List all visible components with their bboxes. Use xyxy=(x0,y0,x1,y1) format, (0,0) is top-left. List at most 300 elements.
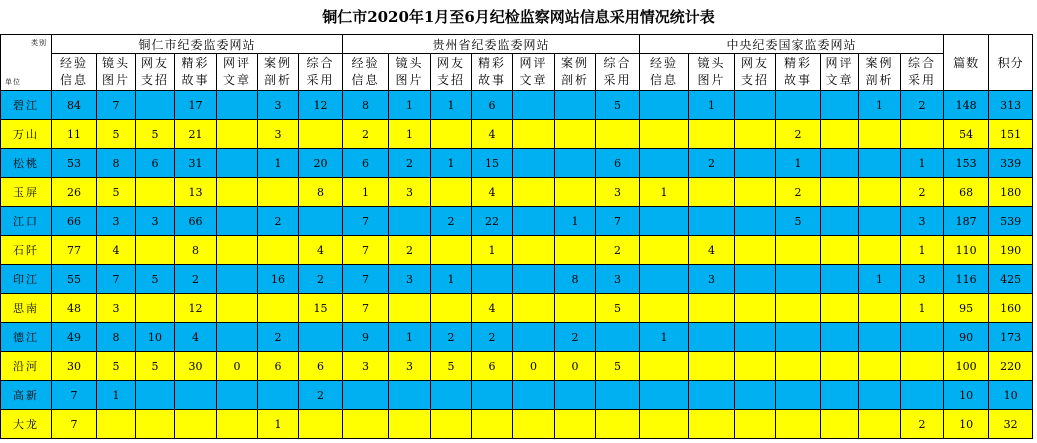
table-cell: 4 xyxy=(472,294,513,323)
table-cell xyxy=(596,381,640,410)
table-cell xyxy=(555,294,596,323)
subcol-header-line: 网评 xyxy=(825,56,854,70)
total-score-header: 积分 xyxy=(989,35,1033,91)
subcol-header xyxy=(97,54,136,91)
table-cell xyxy=(431,236,472,265)
table-cell: 2 xyxy=(343,120,389,149)
row-unit-name: 碧江 xyxy=(1,91,52,120)
table-cell: 48 xyxy=(52,294,97,323)
total-count-header: 篇数 xyxy=(944,35,989,91)
table-cell xyxy=(217,265,258,294)
table-cell: 3 xyxy=(258,91,299,120)
table-cell xyxy=(513,323,555,352)
table-cell xyxy=(859,236,901,265)
table-cell xyxy=(513,207,555,236)
table-cell: 2 xyxy=(776,178,821,207)
subcol-header-line: 网评 xyxy=(222,56,251,70)
table-cell xyxy=(555,410,596,439)
table-cell: 66 xyxy=(175,207,217,236)
table-cell xyxy=(859,410,901,439)
subcol-header-line: 采用 xyxy=(306,73,335,87)
table-cell xyxy=(555,381,596,410)
table-cell xyxy=(776,410,821,439)
table-cell xyxy=(299,207,343,236)
table-cell xyxy=(859,323,901,352)
row-total-score: 339 xyxy=(989,149,1033,178)
table-cell xyxy=(689,323,735,352)
table-cell xyxy=(901,120,944,149)
table-cell xyxy=(513,120,555,149)
table-cell xyxy=(821,91,859,120)
table-cell xyxy=(821,120,859,149)
row-unit-name: 大龙 xyxy=(1,410,52,439)
table-cell xyxy=(859,381,901,410)
table-cell: 2 xyxy=(389,149,431,178)
table-cell xyxy=(776,236,821,265)
table-cell xyxy=(735,236,776,265)
table-cell xyxy=(640,381,689,410)
table-cell xyxy=(97,410,136,439)
table-cell: 4 xyxy=(689,236,735,265)
page-title: 铜仁市2020年1月至6月纪检监察网站信息采用情况统计表 xyxy=(322,8,715,26)
row-unit-name: 印江 xyxy=(1,265,52,294)
table-cell: 8 xyxy=(299,178,343,207)
table-cell: 6 xyxy=(343,149,389,178)
table-cell xyxy=(217,149,258,178)
table-cell: 3 xyxy=(258,120,299,149)
table-cell: 5 xyxy=(136,352,175,381)
table-cell: 1 xyxy=(555,207,596,236)
table-cell xyxy=(821,207,859,236)
table-cell xyxy=(258,294,299,323)
subcol-header xyxy=(431,54,472,91)
subcol-header-line: 故事 xyxy=(477,73,506,87)
table-cell: 1 xyxy=(640,323,689,352)
row-total-count: 90 xyxy=(944,323,989,352)
table-cell xyxy=(513,236,555,265)
table-cell xyxy=(859,207,901,236)
table-cell: 17 xyxy=(175,91,217,120)
table-cell xyxy=(640,410,689,439)
table-cell: 26 xyxy=(52,178,97,207)
table-cell xyxy=(431,178,472,207)
table-cell xyxy=(343,410,389,439)
table-cell: 15 xyxy=(472,149,513,178)
table-cell: 1 xyxy=(389,323,431,352)
table-cell xyxy=(217,120,258,149)
subcol-header xyxy=(776,54,821,91)
table-cell xyxy=(735,178,776,207)
table-cell xyxy=(136,91,175,120)
table-cell xyxy=(472,265,513,294)
table-cell: 1 xyxy=(901,294,944,323)
table-cell: 4 xyxy=(472,178,513,207)
table-row xyxy=(1,410,1033,439)
table-cell: 4 xyxy=(97,236,136,265)
table-cell: 8 xyxy=(555,265,596,294)
table-cell: 2 xyxy=(299,265,343,294)
table-row xyxy=(1,352,1033,381)
subcol-header xyxy=(52,54,97,91)
table-cell: 2 xyxy=(299,381,343,410)
row-unit-name: 沿河 xyxy=(1,352,52,381)
table-cell xyxy=(776,381,821,410)
subcol-header-line: 网友 xyxy=(436,56,465,70)
table-cell: 2 xyxy=(258,323,299,352)
subcol-header-line: 信息 xyxy=(59,73,88,87)
table-cell xyxy=(555,236,596,265)
table-cell xyxy=(136,178,175,207)
table-cell xyxy=(343,381,389,410)
table-cell: 7 xyxy=(596,207,640,236)
row-total-score: 313 xyxy=(989,91,1033,120)
table-cell xyxy=(640,91,689,120)
table-cell xyxy=(689,352,735,381)
table-cell xyxy=(217,236,258,265)
row-total-score: 10 xyxy=(989,381,1033,410)
table-cell xyxy=(735,91,776,120)
table-cell: 7 xyxy=(52,410,97,439)
subcol-header-line: 案例 xyxy=(263,56,292,70)
table-cell xyxy=(136,236,175,265)
table-cell xyxy=(217,178,258,207)
table-cell xyxy=(555,149,596,178)
table-cell: 2 xyxy=(431,207,472,236)
table-cell xyxy=(175,381,217,410)
table-cell: 7 xyxy=(343,207,389,236)
table-cell xyxy=(136,410,175,439)
table-cell: 5 xyxy=(136,265,175,294)
table-cell xyxy=(555,91,596,120)
table-cell: 3 xyxy=(389,178,431,207)
table-cell: 10 xyxy=(136,323,175,352)
table-cell xyxy=(389,410,431,439)
row-total-count: 148 xyxy=(944,91,989,120)
subcol-header xyxy=(859,54,901,91)
row-total-score: 190 xyxy=(989,236,1033,265)
table-cell xyxy=(689,120,735,149)
table-cell: 1 xyxy=(431,91,472,120)
table-cell xyxy=(735,207,776,236)
table-cell xyxy=(776,91,821,120)
table-cell: 16 xyxy=(258,265,299,294)
subcol-header xyxy=(175,54,217,91)
table-cell: 0 xyxy=(555,352,596,381)
row-total-count: 10 xyxy=(944,381,989,410)
table-cell: 77 xyxy=(52,236,97,265)
table-cell: 9 xyxy=(343,323,389,352)
table-cell xyxy=(821,236,859,265)
subcol-header-line: 镜头 xyxy=(697,56,726,70)
corner-unit-label: 单位 xyxy=(5,78,21,86)
row-total-count: 153 xyxy=(944,149,989,178)
table-row xyxy=(1,323,1033,352)
table-cell: 6 xyxy=(472,352,513,381)
table-cell: 5 xyxy=(596,352,640,381)
table-cell: 15 xyxy=(299,294,343,323)
table-cell: 3 xyxy=(389,352,431,381)
table-row xyxy=(1,120,1033,149)
row-unit-name: 德江 xyxy=(1,323,52,352)
table-cell: 3 xyxy=(97,207,136,236)
row-unit-name: 石阡 xyxy=(1,236,52,265)
subcol-header-line: 文章 xyxy=(825,73,854,87)
table-cell: 2 xyxy=(689,149,735,178)
table-cell: 1 xyxy=(859,265,901,294)
row-total-score: 539 xyxy=(989,207,1033,236)
table-cell xyxy=(258,236,299,265)
table-cell xyxy=(640,265,689,294)
table-cell: 1 xyxy=(776,149,821,178)
row-total-count: 100 xyxy=(944,352,989,381)
table-cell xyxy=(901,323,944,352)
table-cell xyxy=(175,410,217,439)
table-cell: 2 xyxy=(431,323,472,352)
table-cell xyxy=(821,178,859,207)
row-unit-name: 万山 xyxy=(1,120,52,149)
table-cell xyxy=(640,352,689,381)
row-total-score: 425 xyxy=(989,265,1033,294)
table-cell xyxy=(258,178,299,207)
table-row xyxy=(1,236,1033,265)
subcol-header-line: 剖析 xyxy=(560,73,589,87)
table-cell xyxy=(217,91,258,120)
table-cell: 0 xyxy=(217,352,258,381)
subcol-header-line: 网评 xyxy=(519,56,548,70)
table-cell xyxy=(689,410,735,439)
table-cell xyxy=(431,410,472,439)
table-cell xyxy=(596,410,640,439)
subcol-header xyxy=(136,54,175,91)
table-cell xyxy=(513,265,555,294)
table-cell: 1 xyxy=(859,91,901,120)
group-header-central: 中央纪委国家监委网站 xyxy=(640,35,944,54)
subcol-header-line: 剖析 xyxy=(263,73,292,87)
subcol-header-line: 支招 xyxy=(436,73,465,87)
table-cell xyxy=(735,294,776,323)
row-total-score: 220 xyxy=(989,352,1033,381)
table-cell: 1 xyxy=(431,265,472,294)
table-row xyxy=(1,381,1033,410)
table-cell: 2 xyxy=(901,91,944,120)
table-cell xyxy=(901,352,944,381)
subcol-header-line: 文章 xyxy=(519,73,548,87)
table-cell xyxy=(555,178,596,207)
table-row xyxy=(1,265,1033,294)
table-cell xyxy=(735,410,776,439)
corner-header xyxy=(1,35,52,91)
table-cell xyxy=(859,352,901,381)
table-cell: 6 xyxy=(472,91,513,120)
table-cell: 5 xyxy=(596,91,640,120)
table-cell xyxy=(689,178,735,207)
table-cell: 3 xyxy=(343,352,389,381)
table-cell: 1 xyxy=(97,381,136,410)
table-cell: 3 xyxy=(901,265,944,294)
table-cell: 7 xyxy=(97,265,136,294)
table-row xyxy=(1,207,1033,236)
subcol-header xyxy=(596,54,640,91)
subcol-header-line: 信息 xyxy=(351,73,380,87)
table-cell xyxy=(596,120,640,149)
table-cell xyxy=(821,381,859,410)
table-cell xyxy=(431,381,472,410)
table-cell xyxy=(776,323,821,352)
table-cell: 4 xyxy=(299,236,343,265)
table-cell xyxy=(136,381,175,410)
table-cell xyxy=(735,381,776,410)
subcol-header-line: 精彩 xyxy=(181,56,210,70)
table-cell: 8 xyxy=(97,149,136,178)
row-unit-name: 高新 xyxy=(1,381,52,410)
table-cell: 20 xyxy=(299,149,343,178)
subcol-header xyxy=(689,54,735,91)
subcol-header-line: 经验 xyxy=(59,56,88,70)
table-cell: 30 xyxy=(52,352,97,381)
table-cell: 49 xyxy=(52,323,97,352)
statistics-table xyxy=(0,34,1033,439)
subcol-header-line: 网友 xyxy=(140,56,169,70)
table-cell: 1 xyxy=(258,149,299,178)
row-unit-name: 松桃 xyxy=(1,149,52,178)
subcol-header-line: 综合 xyxy=(908,56,937,70)
table-cell: 7 xyxy=(52,381,97,410)
subcol-header xyxy=(217,54,258,91)
table-cell xyxy=(299,120,343,149)
table-cell: 1 xyxy=(389,120,431,149)
table-cell xyxy=(821,323,859,352)
subcol-header-line: 镜头 xyxy=(395,56,424,70)
table-cell: 2 xyxy=(776,120,821,149)
row-total-score: 160 xyxy=(989,294,1033,323)
table-cell: 1 xyxy=(343,178,389,207)
table-cell: 1 xyxy=(258,410,299,439)
subcol-header-line: 图片 xyxy=(697,73,726,87)
table-cell: 6 xyxy=(596,149,640,178)
group-header-guizhou: 贵州省纪委监委网站 xyxy=(343,35,640,54)
table-cell xyxy=(217,207,258,236)
table-cell: 3 xyxy=(596,265,640,294)
row-total-score: 151 xyxy=(989,120,1033,149)
table-cell: 7 xyxy=(97,91,136,120)
table-cell: 5 xyxy=(97,178,136,207)
table-cell xyxy=(513,178,555,207)
table-cell xyxy=(299,410,343,439)
table-cell xyxy=(217,410,258,439)
table-cell xyxy=(258,381,299,410)
subcol-header-line: 精彩 xyxy=(783,56,812,70)
subcol-header-line: 采用 xyxy=(603,73,632,87)
subcol-header xyxy=(299,54,343,91)
subcol-header-line: 图片 xyxy=(395,73,424,87)
subcol-header-line: 网友 xyxy=(740,56,769,70)
table-cell: 5 xyxy=(97,352,136,381)
table-cell xyxy=(859,120,901,149)
table-cell: 5 xyxy=(431,352,472,381)
table-cell: 1 xyxy=(431,149,472,178)
table-cell xyxy=(513,381,555,410)
row-total-count: 10 xyxy=(944,410,989,439)
table-cell xyxy=(859,178,901,207)
subcol-header-line: 采用 xyxy=(908,73,937,87)
table-cell xyxy=(472,381,513,410)
subcol-header-line: 支招 xyxy=(140,73,169,87)
table-cell xyxy=(735,352,776,381)
table-cell: 31 xyxy=(175,149,217,178)
subcol-header xyxy=(735,54,776,91)
table-cell xyxy=(640,120,689,149)
header-row-groups xyxy=(1,35,1033,54)
subcol-header xyxy=(472,54,513,91)
row-total-count: 110 xyxy=(944,236,989,265)
subcol-header-line: 信息 xyxy=(649,73,678,87)
table-cell: 0 xyxy=(513,352,555,381)
table-cell xyxy=(640,294,689,323)
table-cell xyxy=(859,149,901,178)
table-cell: 12 xyxy=(299,91,343,120)
table-cell: 1 xyxy=(901,149,944,178)
table-cell xyxy=(821,294,859,323)
subcol-header-line: 经验 xyxy=(649,56,678,70)
table-row xyxy=(1,294,1033,323)
table-cell xyxy=(640,207,689,236)
table-cell xyxy=(136,294,175,323)
table-cell: 5 xyxy=(776,207,821,236)
table-cell: 5 xyxy=(596,294,640,323)
table-cell: 1 xyxy=(689,91,735,120)
row-total-score: 180 xyxy=(989,178,1033,207)
table-cell: 55 xyxy=(52,265,97,294)
table-cell xyxy=(596,323,640,352)
row-total-score: 32 xyxy=(989,410,1033,439)
table-cell xyxy=(513,91,555,120)
subcol-header xyxy=(343,54,389,91)
table-cell: 2 xyxy=(389,236,431,265)
table-cell: 6 xyxy=(299,352,343,381)
table-cell xyxy=(689,381,735,410)
row-total-count: 95 xyxy=(944,294,989,323)
subcol-header-line: 镜头 xyxy=(101,56,130,70)
table-cell xyxy=(689,294,735,323)
table-cell: 2 xyxy=(472,323,513,352)
table-cell: 8 xyxy=(343,91,389,120)
corner-category-label: 类别 xyxy=(31,39,47,47)
table-cell: 7 xyxy=(343,294,389,323)
table-cell xyxy=(859,294,901,323)
subcol-header xyxy=(258,54,299,91)
subcol-header xyxy=(901,54,944,91)
table-cell xyxy=(513,149,555,178)
table-cell xyxy=(640,236,689,265)
table-cell: 1 xyxy=(901,236,944,265)
table-row xyxy=(1,178,1033,207)
table-cell xyxy=(735,265,776,294)
row-total-count: 116 xyxy=(944,265,989,294)
table-cell xyxy=(821,352,859,381)
group-header-tongren: 铜仁市纪委监委网站 xyxy=(52,35,343,54)
table-cell: 3 xyxy=(689,265,735,294)
subcol-header-line: 剖析 xyxy=(865,73,894,87)
table-cell: 2 xyxy=(901,178,944,207)
table-cell xyxy=(555,120,596,149)
table-cell: 66 xyxy=(52,207,97,236)
table-cell: 13 xyxy=(175,178,217,207)
table-cell xyxy=(513,294,555,323)
subcol-header-line: 精彩 xyxy=(477,56,506,70)
table-cell: 3 xyxy=(596,178,640,207)
table-cell: 12 xyxy=(175,294,217,323)
table-cell: 1 xyxy=(472,236,513,265)
